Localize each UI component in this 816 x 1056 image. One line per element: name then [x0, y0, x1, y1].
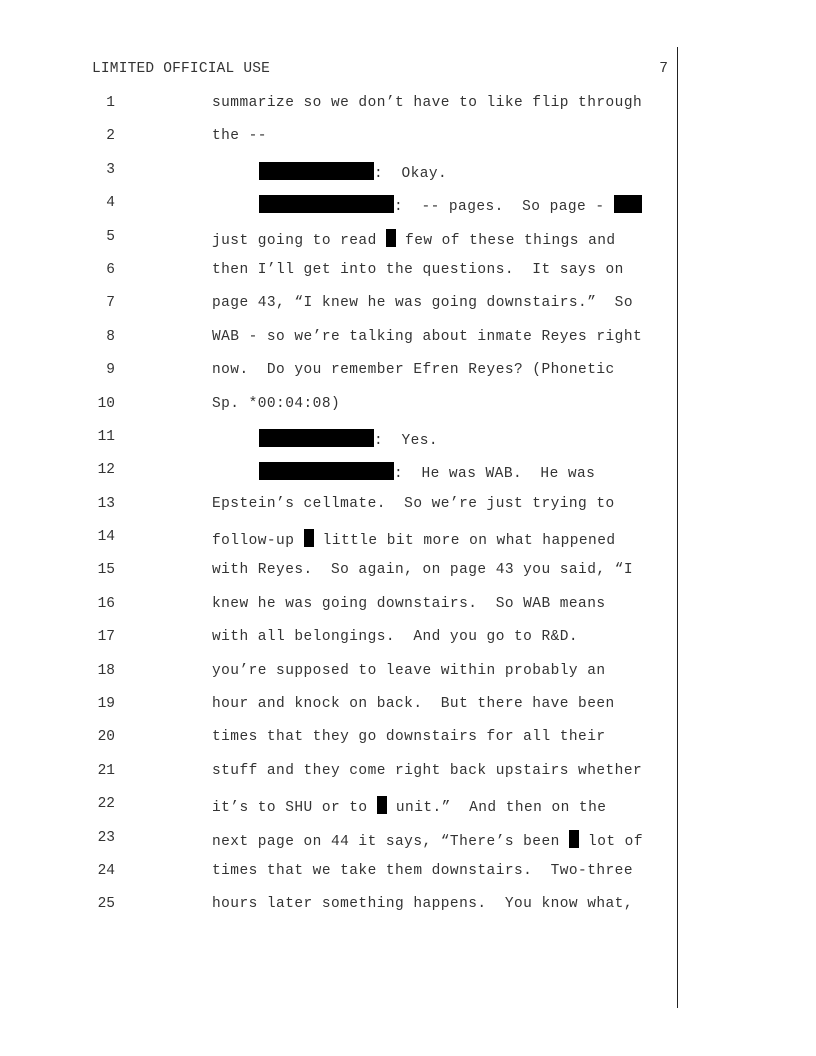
text-segment: summarize so we don’t have to like flip through	[212, 95, 643, 111]
text-segment: just going to read	[212, 232, 386, 249]
classification-header: LIMITED OFFICIAL USE	[92, 61, 271, 77]
text-segment: then I’ll get into the questions. It says on	[212, 261, 624, 278]
transcript-line	[0, 527, 676, 560]
line-number: 13	[97, 495, 115, 512]
redacted-text	[569, 830, 579, 848]
transcript-line	[0, 126, 676, 159]
text-segment: : -- pages. So page -	[394, 199, 614, 216]
transcript-line	[0, 160, 676, 193]
text-segment: unit.” And then on the	[386, 800, 607, 817]
right-margin-rule	[677, 47, 678, 1008]
text-segment: it’s to SHU or to	[212, 800, 377, 817]
line-text	[212, 896, 633, 912]
line-number: 1	[106, 95, 115, 111]
line-text	[259, 429, 438, 449]
line-number: 8	[106, 328, 115, 345]
transcript-lines	[0, 93, 676, 928]
text-segment: little bit more on what happened	[313, 533, 616, 550]
line-text	[212, 596, 606, 612]
line-text	[212, 763, 642, 779]
redacted-text	[614, 195, 642, 213]
text-segment: few of these things and	[395, 232, 616, 249]
redacted-text	[304, 529, 314, 547]
line-number: 20	[97, 729, 115, 746]
transcript-line	[0, 861, 676, 894]
line-number: 17	[97, 629, 115, 646]
line-number: 6	[106, 261, 115, 278]
line-number: 25	[97, 896, 115, 913]
line-text	[212, 696, 615, 712]
line-text	[212, 496, 615, 512]
line-number: 11	[97, 428, 115, 445]
text-segment: next page on 44 it says, “There’s been	[212, 833, 569, 850]
transcript-line	[0, 360, 676, 393]
transcript-line	[0, 894, 676, 927]
line-text	[212, 830, 643, 850]
text-segment: knew he was going downstairs. So WAB means	[212, 595, 606, 612]
transcript-line	[0, 394, 676, 427]
transcript-line	[0, 661, 676, 694]
line-number: 9	[106, 362, 115, 379]
transcript-line	[0, 227, 676, 260]
line-text	[212, 396, 340, 412]
transcript-line	[0, 193, 676, 226]
line-text	[259, 462, 595, 482]
line-text	[212, 863, 633, 879]
text-segment: hours later something happens. You know what,	[212, 896, 633, 913]
text-segment: the --	[212, 128, 267, 145]
text-segment: with Reyes. So again, on page 43 you said, “I	[212, 562, 633, 579]
transcript-line	[0, 427, 676, 460]
transcript-line	[0, 828, 676, 861]
line-number: 4	[106, 195, 115, 212]
line-number: 23	[97, 829, 115, 846]
transcript-line	[0, 761, 676, 794]
transcript-line	[0, 594, 676, 627]
redacted-text	[377, 796, 387, 814]
line-text	[259, 195, 642, 215]
text-segment: times that we take them downstairs. Two-three	[212, 862, 633, 879]
transcript-line	[0, 93, 676, 126]
line-number: 24	[97, 862, 115, 879]
text-segment: page 43, “I knew he was going downstairs.” So	[212, 295, 633, 312]
text-segment: : He was WAB. He was	[394, 466, 596, 483]
transcript-line	[0, 560, 676, 593]
line-number: 18	[97, 662, 115, 679]
text-segment: with all belongings. And you go to R&D.	[212, 629, 579, 646]
line-text	[212, 229, 616, 249]
line-text	[212, 529, 616, 549]
line-number: 5	[106, 228, 115, 245]
line-text	[212, 629, 578, 645]
redacted-speaker-name	[259, 162, 374, 180]
text-segment: : Yes.	[374, 432, 439, 449]
line-text	[212, 329, 642, 345]
line-number: 10	[97, 395, 115, 412]
text-segment: Epstein’s cellmate. So we’re just trying to	[212, 495, 615, 512]
page-number: 7	[659, 61, 668, 77]
text-segment: Sp. *00:04:08)	[212, 395, 341, 412]
transcript-line	[0, 460, 676, 493]
line-number: 12	[97, 462, 115, 479]
text-segment: WAB - so we’re talking about inmate Reyes right	[212, 328, 643, 345]
line-number: 21	[97, 762, 115, 779]
transcript-line	[0, 494, 676, 527]
text-segment: now. Do you remember Efren Reyes? (Phonetic	[212, 362, 615, 379]
text-segment: lot of	[578, 833, 643, 850]
text-segment: stuff and they come right back upstairs whether	[212, 762, 643, 779]
text-segment: : Okay.	[374, 165, 448, 182]
line-number: 14	[97, 529, 115, 546]
line-number: 15	[97, 562, 115, 579]
transcript-line	[0, 293, 676, 326]
line-text	[212, 562, 633, 578]
line-number: 7	[106, 295, 115, 312]
transcript-line	[0, 794, 676, 827]
line-number: 3	[106, 161, 115, 178]
transcript-line	[0, 727, 676, 760]
transcript-line	[0, 694, 676, 727]
line-text	[212, 729, 606, 745]
line-text	[259, 162, 447, 182]
redacted-speaker-name	[259, 429, 374, 447]
redacted-speaker-name	[259, 462, 394, 480]
line-text	[212, 362, 615, 378]
text-segment: hour and knock on back. But there have been	[212, 696, 615, 713]
text-segment: you’re supposed to leave within probably an	[212, 662, 606, 679]
line-text	[212, 796, 606, 816]
line-number: 19	[97, 696, 115, 713]
transcript-line	[0, 260, 676, 293]
text-segment: times that they go downstairs for all their	[212, 729, 606, 746]
redacted-text	[386, 229, 396, 247]
redacted-speaker-name	[259, 195, 394, 213]
transcript-line	[0, 627, 676, 660]
line-text	[212, 128, 267, 144]
text-segment: follow-up	[212, 533, 304, 550]
line-number: 16	[97, 595, 115, 612]
line-number: 2	[106, 128, 115, 145]
line-text	[212, 262, 624, 278]
line-text	[212, 295, 633, 311]
line-text	[212, 663, 606, 679]
transcript-line	[0, 327, 676, 360]
line-text	[212, 95, 642, 111]
line-number: 22	[97, 796, 115, 813]
